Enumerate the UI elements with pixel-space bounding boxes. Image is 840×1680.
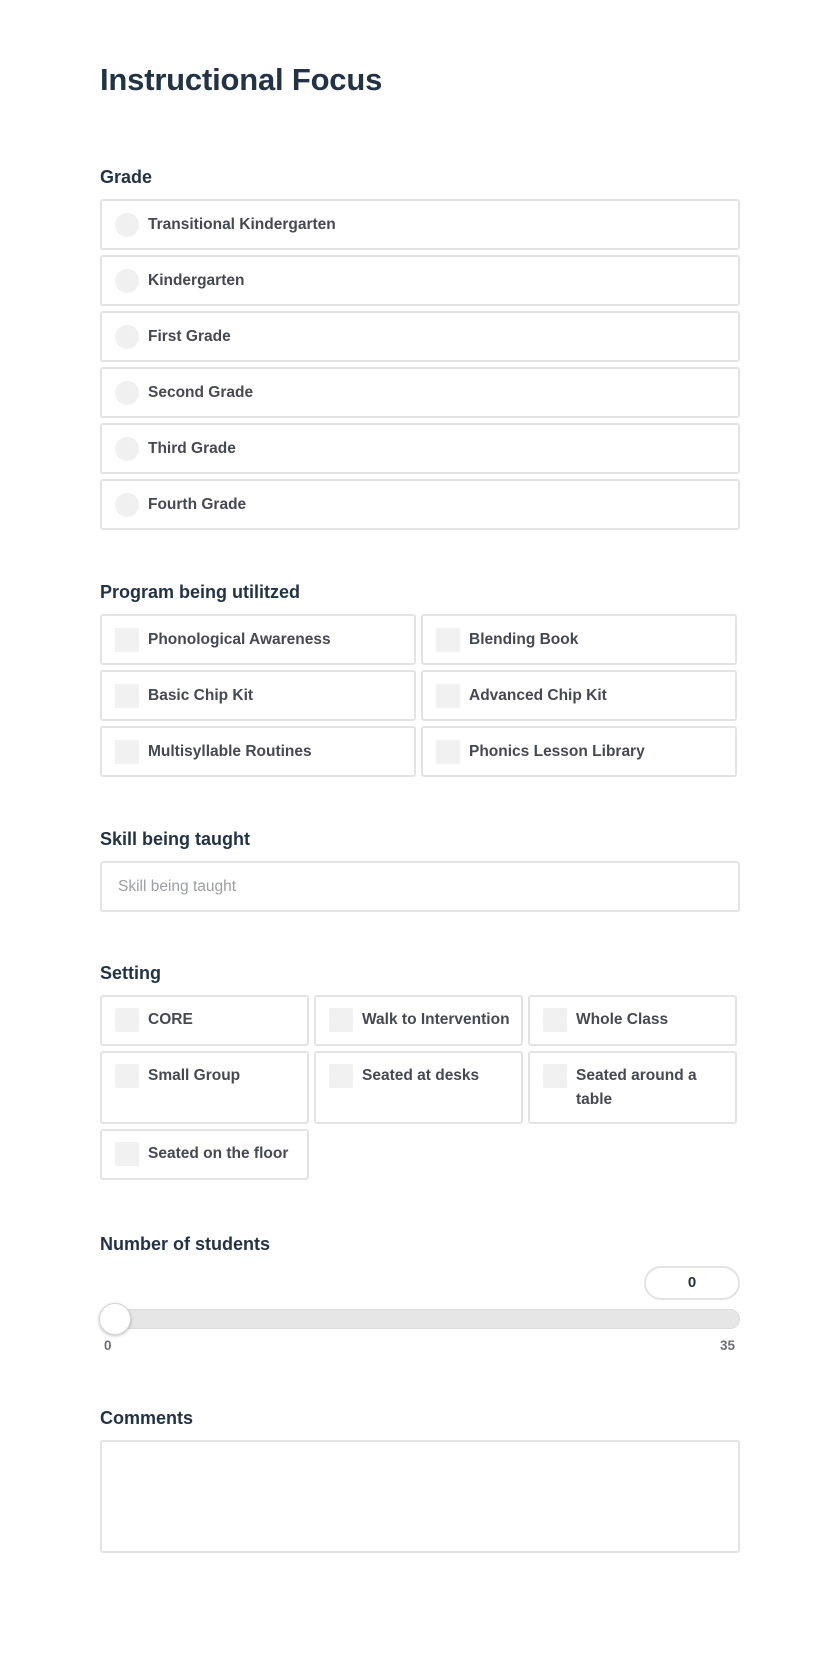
grade-option-fourth-grade[interactable] (100, 479, 740, 530)
checkbox-square-icon[interactable] (115, 628, 139, 652)
comments-section-title: Comments (100, 1408, 194, 1428)
radio-circle-icon[interactable] (115, 381, 139, 405)
grade-section-title: Grade (100, 167, 153, 187)
setting-option-label: Seated at desks (362, 1067, 480, 1084)
checkbox-square-icon[interactable] (436, 684, 460, 708)
checkbox-square-icon[interactable] (115, 684, 139, 708)
grade-option-kindergarten[interactable] (100, 255, 740, 306)
grade-option-third-grade[interactable] (100, 423, 740, 474)
program-option-advanced-chip-kit[interactable] (421, 670, 737, 721)
setting-option-label: Whole Class (576, 1011, 669, 1028)
program-option-label: Phonics Lesson Library (469, 742, 645, 760)
program-option-multisyllable-routines[interactable] (100, 726, 416, 777)
setting-option-label: Seated around a table (576, 1067, 697, 1108)
program-option-phonics-lesson-library[interactable] (421, 726, 737, 777)
program-option-basic-chip-kit[interactable] (100, 670, 416, 721)
program-checkbox-group (100, 614, 740, 777)
program-option-phonological-awareness[interactable] (100, 614, 416, 665)
students-value-display[interactable]: 0 (644, 1266, 740, 1300)
program-option-label: Multisyllable Routines (148, 742, 312, 760)
grade-radio-group (100, 199, 740, 535)
checkbox-square-icon[interactable] (115, 1064, 139, 1088)
setting-option-core[interactable] (100, 995, 309, 1046)
radio-circle-icon[interactable] (115, 213, 139, 237)
program-option-label: Advanced Chip Kit (469, 686, 607, 704)
setting-option-walk-to-intervention[interactable] (314, 995, 523, 1046)
skill-section-title: Skill being taught (100, 829, 251, 849)
checkbox-square-icon[interactable] (436, 740, 460, 764)
setting-option-seated-on-the-floor[interactable] (100, 1129, 309, 1180)
grade-option-label: Third Grade (148, 439, 236, 457)
program-option-label: Phonological Awareness (148, 630, 331, 648)
grade-option-label: Second Grade (148, 383, 254, 401)
grade-option-first-grade[interactable] (100, 311, 740, 362)
grade-option-label: Kindergarten (148, 271, 245, 289)
setting-checkbox-group (100, 995, 740, 1180)
program-option-blending-book[interactable] (421, 614, 737, 665)
checkbox-square-icon[interactable] (329, 1008, 353, 1032)
checkbox-square-icon[interactable] (329, 1064, 353, 1088)
grade-option-transitional-kindergarten[interactable] (100, 199, 740, 250)
grade-option-label: Transitional Kindergarten (148, 215, 336, 233)
students-slider-track[interactable] (100, 1309, 740, 1329)
grade-option-label: Fourth Grade (148, 495, 247, 513)
slider-max-label: 35 (720, 1338, 736, 1353)
radio-circle-icon[interactable] (115, 437, 139, 461)
setting-option-small-group[interactable] (100, 1051, 309, 1124)
radio-circle-icon[interactable] (115, 325, 139, 349)
program-option-label: Basic Chip Kit (148, 686, 254, 704)
comments-textarea[interactable] (100, 1440, 740, 1553)
program-section-title: Program being utilitzed (100, 582, 301, 602)
checkbox-square-icon[interactable] (543, 1008, 567, 1032)
grade-option-label: First Grade (148, 327, 231, 345)
slider-min-label: 0 (104, 1338, 112, 1353)
setting-option-seated-around-a-table[interactable] (528, 1051, 737, 1124)
students-slider-handle[interactable] (99, 1303, 131, 1335)
checkbox-square-icon[interactable] (543, 1064, 567, 1088)
setting-option-whole-class[interactable] (528, 995, 737, 1046)
setting-section-title: Setting (100, 963, 161, 983)
program-option-label: Blending Book (469, 630, 579, 648)
checkbox-square-icon[interactable] (115, 1008, 139, 1032)
radio-circle-icon[interactable] (115, 493, 139, 517)
checkbox-square-icon[interactable] (115, 740, 139, 764)
radio-circle-icon[interactable] (115, 269, 139, 293)
page-title: Instructional Focus (100, 62, 383, 97)
skill-input[interactable] (100, 861, 740, 912)
grade-option-second-grade[interactable] (100, 367, 740, 418)
setting-option-label: CORE (148, 1011, 193, 1028)
setting-option-seated-at-desks[interactable] (314, 1051, 523, 1124)
setting-option-label: Seated on the floor (148, 1145, 289, 1162)
students-section-title: Number of students (100, 1234, 271, 1254)
checkbox-square-icon[interactable] (436, 628, 460, 652)
setting-option-label: Walk to Intervention (362, 1011, 510, 1028)
checkbox-square-icon[interactable] (115, 1142, 139, 1166)
setting-option-label: Small Group (148, 1067, 241, 1084)
